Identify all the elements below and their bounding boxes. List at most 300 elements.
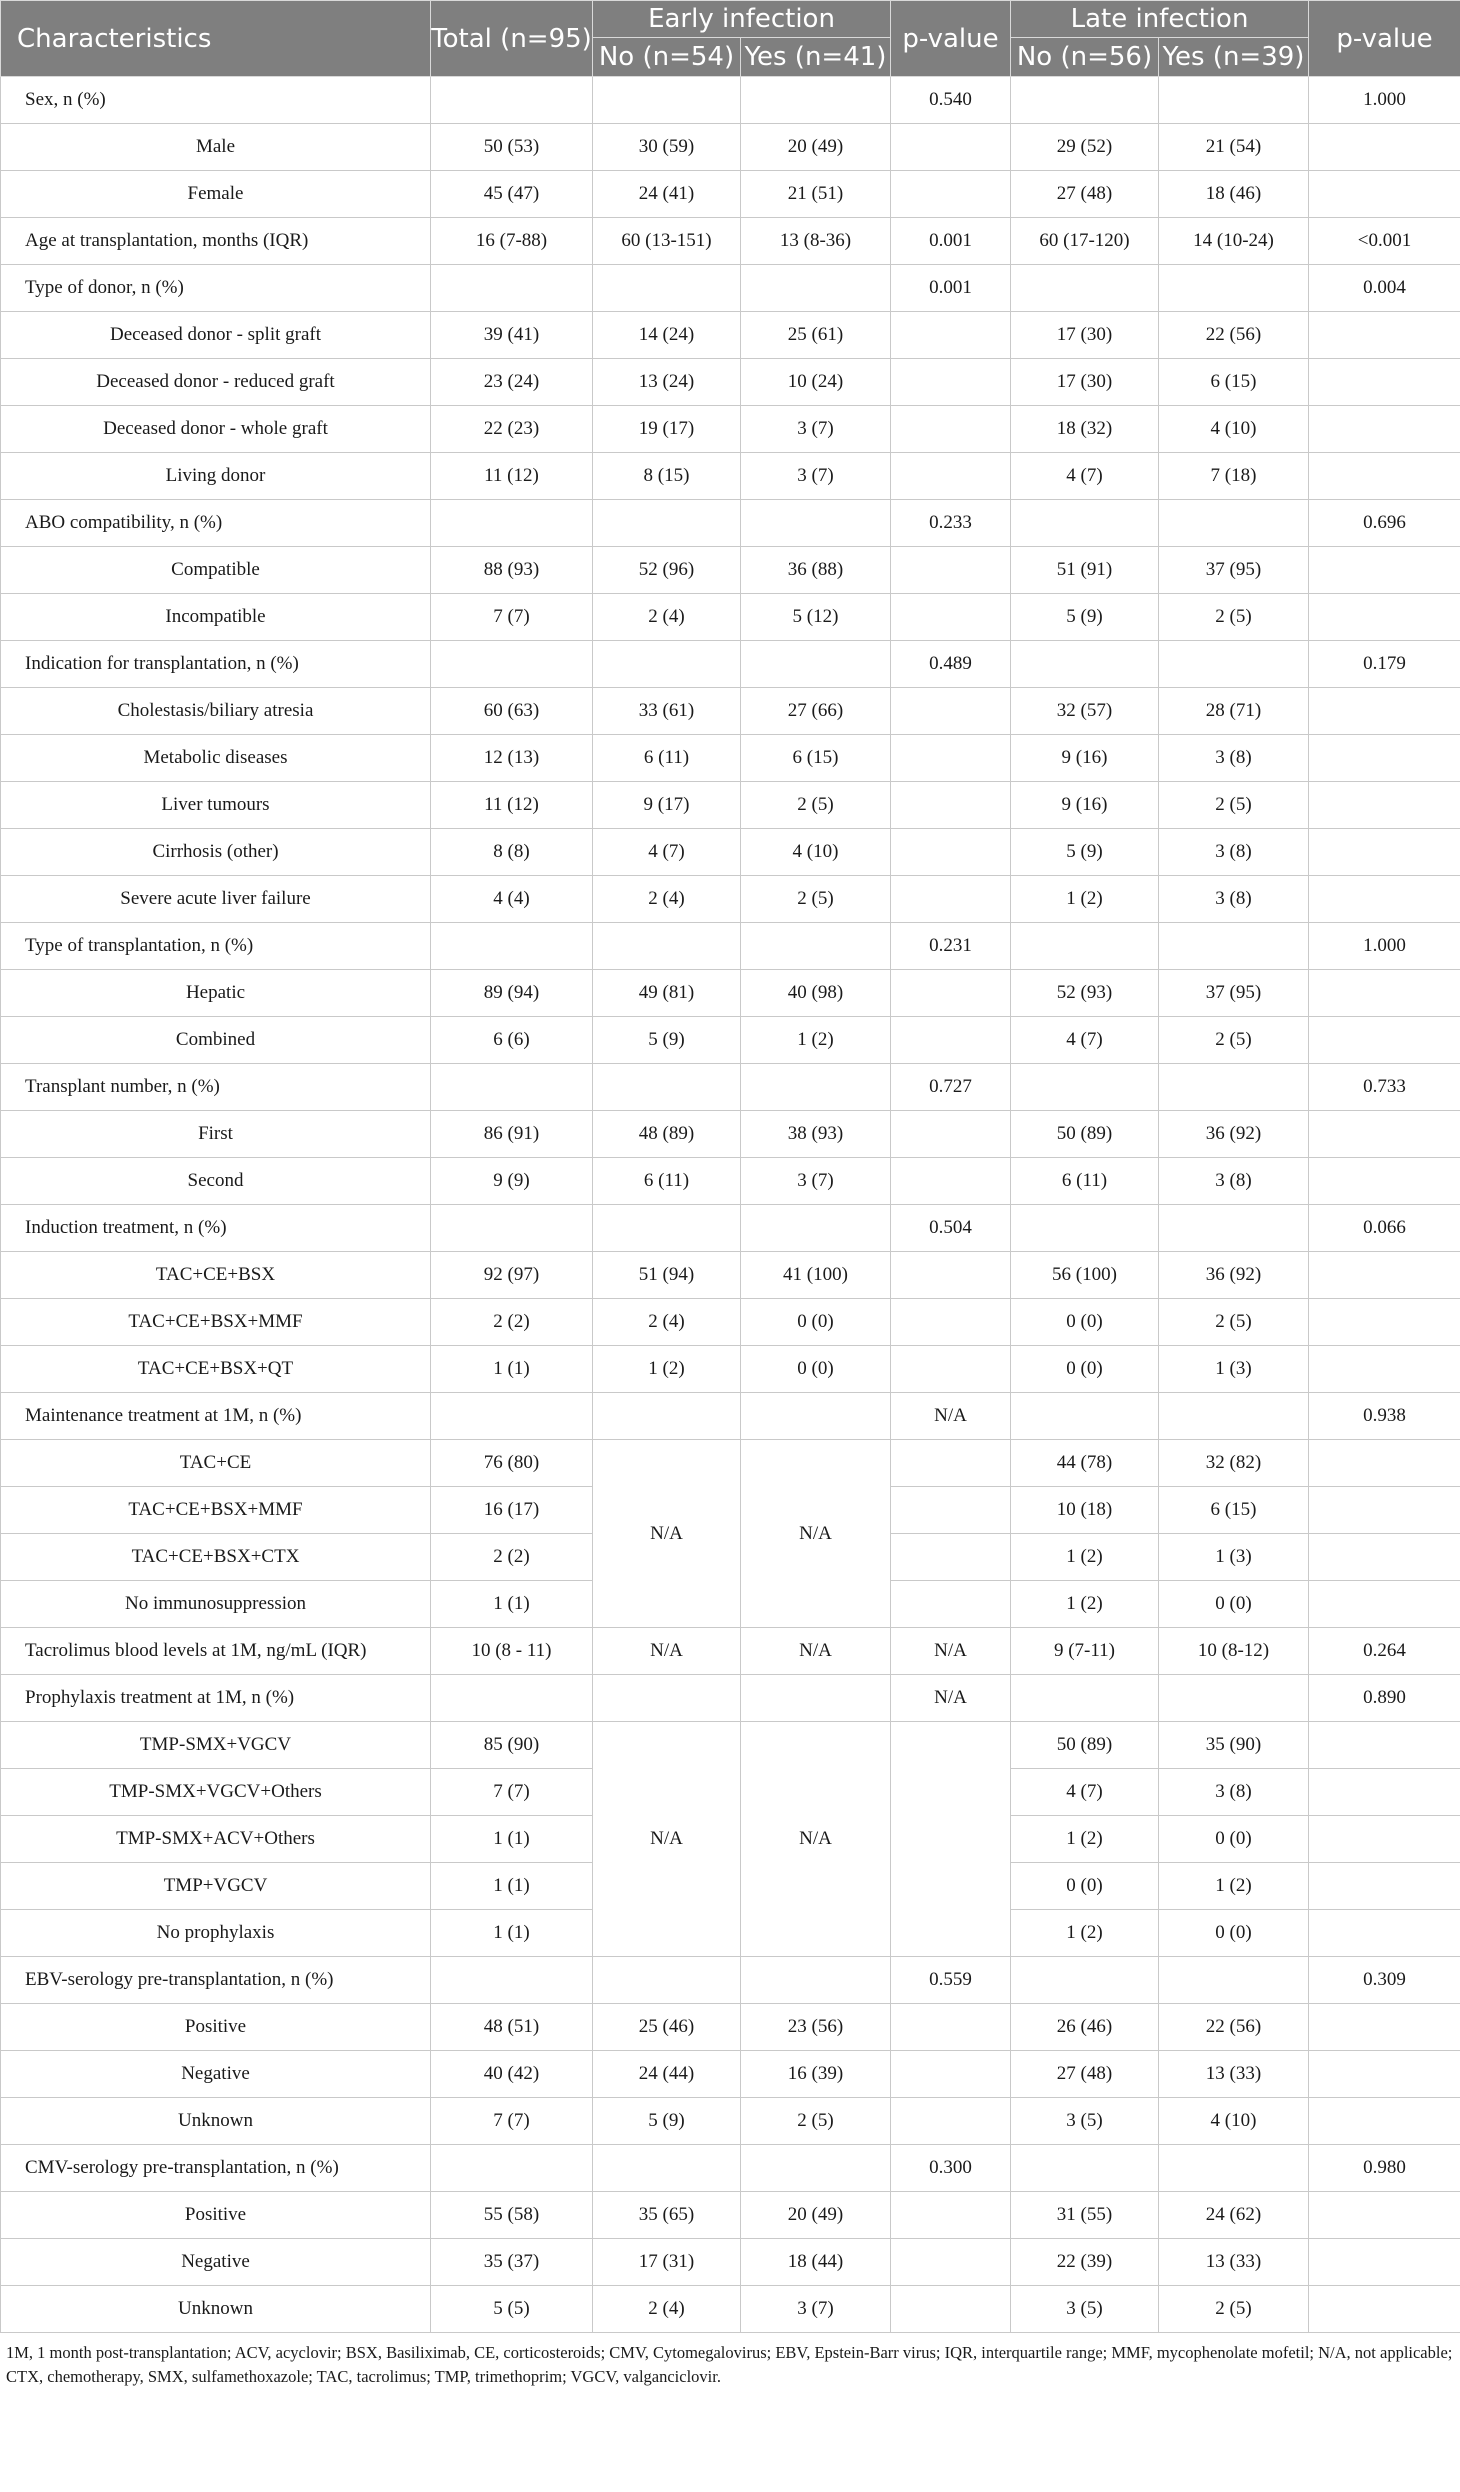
- late-no-cell: 56 (100): [1011, 1252, 1159, 1299]
- total-cell: 5 (5): [431, 2286, 593, 2333]
- table-row: [1, 2051, 1460, 2098]
- pvalue-early-cell: [891, 1722, 1011, 1957]
- late-no-cell: 9 (16): [1011, 735, 1159, 782]
- total-cell: 1 (1): [431, 1910, 593, 1957]
- pvalue-early-cell: [891, 2098, 1011, 2145]
- subcategory-label: Combined: [1, 1017, 431, 1064]
- pvalue-early-cell: [891, 1252, 1011, 1299]
- early-yes-cell: 3 (7): [741, 453, 891, 500]
- late-yes-cell: 36 (92): [1159, 1111, 1309, 1158]
- pvalue-late-cell: [1309, 1487, 1460, 1534]
- total-cell: 9 (9): [431, 1158, 593, 1205]
- table-row: [1, 406, 1460, 453]
- pvalue-early-cell: [891, 782, 1011, 829]
- late-no-cell: 4 (7): [1011, 1769, 1159, 1816]
- late-yes-cell: [1159, 1205, 1309, 1252]
- pvalue-early-cell: [891, 124, 1011, 171]
- late-yes-cell: 2 (5): [1159, 594, 1309, 641]
- table-row: [1, 2098, 1460, 2145]
- late-no-cell: 4 (7): [1011, 1017, 1159, 1064]
- pvalue-early-cell: 0.231: [891, 923, 1011, 970]
- subcategory-label: No immunosuppression: [1, 1581, 431, 1628]
- late-yes-cell: 28 (71): [1159, 688, 1309, 735]
- table-row: [1, 1158, 1460, 1205]
- late-yes-cell: [1159, 1957, 1309, 2004]
- late-no-cell: 50 (89): [1011, 1111, 1159, 1158]
- early-no-cell: 4 (7): [593, 829, 741, 876]
- subcategory-label: Metabolic diseases: [1, 735, 431, 782]
- total-cell: 16 (17): [431, 1487, 593, 1534]
- pvalue-late-cell: [1309, 829, 1460, 876]
- pvalue-late-cell: [1309, 782, 1460, 829]
- early-no-cell: 51 (94): [593, 1252, 741, 1299]
- table-row: [1, 1722, 1460, 1769]
- late-yes-cell: [1159, 265, 1309, 312]
- subcategory-label: Hepatic: [1, 970, 431, 1017]
- early-no-cell: 49 (81): [593, 970, 741, 1017]
- subcategory-label: Liver tumours: [1, 782, 431, 829]
- pvalue-early-cell: 0.489: [891, 641, 1011, 688]
- early-yes-cell: 0 (0): [741, 1299, 891, 1346]
- total-cell: 16 (7-88): [431, 218, 593, 265]
- subcategory-label: Living donor: [1, 453, 431, 500]
- early-yes-cell: [741, 2145, 891, 2192]
- pvalue-late-cell: [1309, 970, 1460, 1017]
- table-row: [1, 77, 1460, 124]
- pvalue-late-cell: [1309, 1581, 1460, 1628]
- table-row: [1, 1064, 1460, 1111]
- subcategory-label: TMP+VGCV: [1, 1863, 431, 1910]
- late-no-cell: 22 (39): [1011, 2239, 1159, 2286]
- early-no-cell: 17 (31): [593, 2239, 741, 2286]
- late-no-cell: [1011, 265, 1159, 312]
- subcategory-label: TAC+CE: [1, 1440, 431, 1487]
- header-late-no: No (n=56): [1011, 38, 1159, 77]
- early-no-cell: [593, 923, 741, 970]
- subcategory-label: Negative: [1, 2239, 431, 2286]
- early-no-cell: 5 (9): [593, 2098, 741, 2145]
- subcategory-label: Female: [1, 171, 431, 218]
- late-yes-cell: 22 (56): [1159, 312, 1309, 359]
- subcategory-label: Incompatible: [1, 594, 431, 641]
- characteristic-label: Induction treatment, n (%): [1, 1205, 431, 1252]
- characteristic-label: Maintenance treatment at 1M, n (%): [1, 1393, 431, 1440]
- table-header: [1, 1, 1460, 77]
- subcategory-label: TAC+CE+BSX+CTX: [1, 1534, 431, 1581]
- pvalue-early-cell: [891, 2286, 1011, 2333]
- total-cell: 35 (37): [431, 2239, 593, 2286]
- early-yes-cell: 10 (24): [741, 359, 891, 406]
- pvalue-late-cell: [1309, 1111, 1460, 1158]
- pvalue-early-cell: 0.559: [891, 1957, 1011, 2004]
- pvalue-late-cell: 0.309: [1309, 1957, 1460, 2004]
- early-yes-cell: 38 (93): [741, 1111, 891, 1158]
- subcategory-label: No prophylaxis: [1, 1910, 431, 1957]
- table-row: [1, 312, 1460, 359]
- late-yes-cell: 0 (0): [1159, 1581, 1309, 1628]
- early-no-cell: [593, 1205, 741, 1252]
- early-yes-cell: [741, 1675, 891, 1722]
- late-no-cell: 52 (93): [1011, 970, 1159, 1017]
- late-yes-cell: 18 (46): [1159, 171, 1309, 218]
- late-no-cell: 1 (2): [1011, 1581, 1159, 1628]
- total-cell: 50 (53): [431, 124, 593, 171]
- early-yes-cell: N/A: [741, 1440, 891, 1628]
- early-yes-cell: 2 (5): [741, 876, 891, 923]
- pvalue-early-cell: [891, 876, 1011, 923]
- early-yes-cell: 2 (5): [741, 2098, 891, 2145]
- late-no-cell: 1 (2): [1011, 1816, 1159, 1863]
- late-yes-cell: 37 (95): [1159, 547, 1309, 594]
- pvalue-early-cell: 0.001: [891, 265, 1011, 312]
- table-row: [1, 594, 1460, 641]
- late-no-cell: 1 (2): [1011, 876, 1159, 923]
- subcategory-label: Cholestasis/biliary atresia: [1, 688, 431, 735]
- table-row: [1, 735, 1460, 782]
- table-row: [1, 1346, 1460, 1393]
- early-yes-cell: 5 (12): [741, 594, 891, 641]
- pvalue-early-cell: [891, 171, 1011, 218]
- pvalue-late-cell: [1309, 1863, 1460, 1910]
- characteristic-label: ABO compatibility, n (%): [1, 500, 431, 547]
- early-no-cell: [593, 641, 741, 688]
- early-no-cell: [593, 1675, 741, 1722]
- late-yes-cell: 0 (0): [1159, 1910, 1309, 1957]
- header-early-yes: Yes (n=41): [741, 38, 891, 77]
- pvalue-late-cell: [1309, 547, 1460, 594]
- pvalue-early-cell: [891, 547, 1011, 594]
- late-no-cell: 18 (32): [1011, 406, 1159, 453]
- early-yes-cell: [741, 1064, 891, 1111]
- table-row: [1, 500, 1460, 547]
- pvalue-early-cell: [891, 829, 1011, 876]
- total-cell: 88 (93): [431, 547, 593, 594]
- total-cell: 40 (42): [431, 2051, 593, 2098]
- total-cell: [431, 641, 593, 688]
- subcategory-label: Second: [1, 1158, 431, 1205]
- subcategory-label: Deceased donor - split graft: [1, 312, 431, 359]
- pvalue-late-cell: [1309, 453, 1460, 500]
- total-cell: 1 (1): [431, 1816, 593, 1863]
- total-cell: 22 (23): [431, 406, 593, 453]
- late-yes-cell: 3 (8): [1159, 1769, 1309, 1816]
- early-no-cell: [593, 77, 741, 124]
- early-no-cell: 30 (59): [593, 124, 741, 171]
- early-no-cell: 13 (24): [593, 359, 741, 406]
- characteristic-label: Indication for transplantation, n (%): [1, 641, 431, 688]
- late-no-cell: 17 (30): [1011, 359, 1159, 406]
- pvalue-late-cell: <0.001: [1309, 218, 1460, 265]
- subcategory-label: Negative: [1, 2051, 431, 2098]
- table-row: [1, 453, 1460, 500]
- table-row: [1, 2286, 1460, 2333]
- late-yes-cell: 21 (54): [1159, 124, 1309, 171]
- late-no-cell: [1011, 923, 1159, 970]
- header-characteristics: Characteristics: [1, 1, 431, 77]
- late-yes-cell: 4 (10): [1159, 406, 1309, 453]
- table-row: [1, 1957, 1460, 2004]
- subcategory-label: Unknown: [1, 2098, 431, 2145]
- pvalue-late-cell: 0.696: [1309, 500, 1460, 547]
- early-yes-cell: [741, 77, 891, 124]
- early-no-cell: 6 (11): [593, 735, 741, 782]
- total-cell: 8 (8): [431, 829, 593, 876]
- early-no-cell: 9 (17): [593, 782, 741, 829]
- total-cell: 85 (90): [431, 1722, 593, 1769]
- pvalue-early-cell: [891, 1299, 1011, 1346]
- early-yes-cell: 4 (10): [741, 829, 891, 876]
- subcategory-label: TMP-SMX+ACV+Others: [1, 1816, 431, 1863]
- late-no-cell: 0 (0): [1011, 1299, 1159, 1346]
- table-row: [1, 829, 1460, 876]
- pvalue-late-cell: [1309, 124, 1460, 171]
- characteristic-label: Type of transplantation, n (%): [1, 923, 431, 970]
- subcategory-label: TAC+CE+BSX+MMF: [1, 1487, 431, 1534]
- table-row: [1, 1675, 1460, 1722]
- table-row: [1, 547, 1460, 594]
- early-yes-cell: 27 (66): [741, 688, 891, 735]
- pvalue-early-cell: [891, 1346, 1011, 1393]
- total-cell: 7 (7): [431, 594, 593, 641]
- total-cell: [431, 265, 593, 312]
- table-row: [1, 641, 1460, 688]
- characteristic-label: Type of donor, n (%): [1, 265, 431, 312]
- pvalue-early-cell: N/A: [891, 1628, 1011, 1675]
- characteristic-label: EBV-serology pre-transplantation, n (%): [1, 1957, 431, 2004]
- late-no-cell: 6 (11): [1011, 1158, 1159, 1205]
- pvalue-early-cell: [891, 406, 1011, 453]
- total-cell: 86 (91): [431, 1111, 593, 1158]
- pvalue-late-cell: [1309, 594, 1460, 641]
- table-row: [1, 218, 1460, 265]
- late-yes-cell: [1159, 1064, 1309, 1111]
- subcategory-label: TAC+CE+BSX+QT: [1, 1346, 431, 1393]
- late-no-cell: 29 (52): [1011, 124, 1159, 171]
- total-cell: [431, 923, 593, 970]
- pvalue-early-cell: [891, 735, 1011, 782]
- pvalue-late-cell: [1309, 312, 1460, 359]
- subcategory-label: First: [1, 1111, 431, 1158]
- table-row: [1, 124, 1460, 171]
- pvalue-late-cell: [1309, 1722, 1460, 1769]
- pvalue-late-cell: [1309, 1158, 1460, 1205]
- early-no-cell: 24 (44): [593, 2051, 741, 2098]
- subcategory-label: Deceased donor - whole graft: [1, 406, 431, 453]
- pvalue-late-cell: [1309, 1346, 1460, 1393]
- table-body: [1, 77, 1460, 2333]
- pvalue-early-cell: N/A: [891, 1675, 1011, 1722]
- total-cell: 12 (13): [431, 735, 593, 782]
- early-no-cell: N/A: [593, 1628, 741, 1675]
- subcategory-label: TMP-SMX+VGCV: [1, 1722, 431, 1769]
- total-cell: [431, 1675, 593, 1722]
- pvalue-early-cell: [891, 688, 1011, 735]
- late-no-cell: [1011, 1205, 1159, 1252]
- table-row: [1, 970, 1460, 1017]
- pvalue-early-cell: [891, 1440, 1011, 1487]
- table-row: [1, 265, 1460, 312]
- early-yes-cell: 3 (7): [741, 1158, 891, 1205]
- early-no-cell: [593, 2145, 741, 2192]
- total-cell: [431, 77, 593, 124]
- early-no-cell: N/A: [593, 1440, 741, 1628]
- characteristic-label: CMV-serology pre-transplantation, n (%): [1, 2145, 431, 2192]
- subcategory-label: TMP-SMX+VGCV+Others: [1, 1769, 431, 1816]
- late-no-cell: 26 (46): [1011, 2004, 1159, 2051]
- late-yes-cell: 35 (90): [1159, 1722, 1309, 1769]
- late-no-cell: 50 (89): [1011, 1722, 1159, 1769]
- pvalue-early-cell: [891, 2239, 1011, 2286]
- pvalue-early-cell: [891, 1534, 1011, 1581]
- early-yes-cell: [741, 1393, 891, 1440]
- table-row: [1, 359, 1460, 406]
- late-yes-cell: 2 (5): [1159, 782, 1309, 829]
- total-cell: 10 (8 - 11): [431, 1628, 593, 1675]
- early-no-cell: 2 (4): [593, 1299, 741, 1346]
- pvalue-early-cell: [891, 1017, 1011, 1064]
- early-no-cell: [593, 265, 741, 312]
- late-no-cell: 60 (17-120): [1011, 218, 1159, 265]
- early-no-cell: [593, 1957, 741, 2004]
- table-row: [1, 1299, 1460, 1346]
- total-cell: 6 (6): [431, 1017, 593, 1064]
- late-yes-cell: 3 (8): [1159, 735, 1309, 782]
- total-cell: 2 (2): [431, 1299, 593, 1346]
- pvalue-early-cell: N/A: [891, 1393, 1011, 1440]
- late-yes-cell: 1 (3): [1159, 1534, 1309, 1581]
- pvalue-late-cell: [1309, 1299, 1460, 1346]
- early-no-cell: 25 (46): [593, 2004, 741, 2051]
- pvalue-late-cell: [1309, 2051, 1460, 2098]
- early-no-cell: 2 (4): [593, 2286, 741, 2333]
- total-cell: 89 (94): [431, 970, 593, 1017]
- pvalue-late-cell: 0.179: [1309, 641, 1460, 688]
- total-cell: 4 (4): [431, 876, 593, 923]
- late-no-cell: 9 (16): [1011, 782, 1159, 829]
- header-pvalue-late: p-value: [1309, 1, 1460, 77]
- late-no-cell: 1 (2): [1011, 1534, 1159, 1581]
- late-no-cell: [1011, 77, 1159, 124]
- pvalue-late-cell: [1309, 1252, 1460, 1299]
- table-row: [1, 2004, 1460, 2051]
- late-yes-cell: 0 (0): [1159, 1816, 1309, 1863]
- late-yes-cell: 1 (2): [1159, 1863, 1309, 1910]
- header-early-infection: Early infection: [593, 1, 891, 38]
- late-yes-cell: [1159, 1675, 1309, 1722]
- early-yes-cell: [741, 265, 891, 312]
- total-cell: [431, 2145, 593, 2192]
- characteristic-label: Transplant number, n (%): [1, 1064, 431, 1111]
- header-early-no: No (n=54): [593, 38, 741, 77]
- early-yes-cell: [741, 1957, 891, 2004]
- late-yes-cell: [1159, 923, 1309, 970]
- early-yes-cell: [741, 923, 891, 970]
- pvalue-early-cell: 0.504: [891, 1205, 1011, 1252]
- total-cell: 60 (63): [431, 688, 593, 735]
- late-no-cell: [1011, 641, 1159, 688]
- total-cell: 2 (2): [431, 1534, 593, 1581]
- late-yes-cell: 22 (56): [1159, 2004, 1309, 2051]
- pvalue-late-cell: 1.000: [1309, 923, 1460, 970]
- early-yes-cell: 3 (7): [741, 406, 891, 453]
- pvalue-late-cell: [1309, 171, 1460, 218]
- late-yes-cell: 13 (33): [1159, 2239, 1309, 2286]
- late-yes-cell: 3 (8): [1159, 829, 1309, 876]
- subcategory-label: Positive: [1, 2004, 431, 2051]
- pvalue-late-cell: 0.980: [1309, 2145, 1460, 2192]
- early-no-cell: 52 (96): [593, 547, 741, 594]
- characteristic-label: Prophylaxis treatment at 1M, n (%): [1, 1675, 431, 1722]
- late-yes-cell: 37 (95): [1159, 970, 1309, 1017]
- late-no-cell: 0 (0): [1011, 1346, 1159, 1393]
- late-no-cell: 9 (7-11): [1011, 1628, 1159, 1675]
- subcategory-label: Compatible: [1, 547, 431, 594]
- early-yes-cell: N/A: [741, 1628, 891, 1675]
- pvalue-early-cell: [891, 1158, 1011, 1205]
- early-yes-cell: 18 (44): [741, 2239, 891, 2286]
- early-no-cell: 1 (2): [593, 1346, 741, 1393]
- table-row: [1, 782, 1460, 829]
- table-row: [1, 1628, 1460, 1675]
- early-no-cell: 2 (4): [593, 876, 741, 923]
- early-yes-cell: 0 (0): [741, 1346, 891, 1393]
- pvalue-late-cell: [1309, 1910, 1460, 1957]
- late-no-cell: 0 (0): [1011, 1863, 1159, 1910]
- early-yes-cell: N/A: [741, 1722, 891, 1957]
- late-yes-cell: 3 (8): [1159, 876, 1309, 923]
- late-no-cell: [1011, 500, 1159, 547]
- total-cell: 45 (47): [431, 171, 593, 218]
- pvalue-late-cell: [1309, 2192, 1460, 2239]
- total-cell: 39 (41): [431, 312, 593, 359]
- pvalue-late-cell: [1309, 359, 1460, 406]
- late-no-cell: 10 (18): [1011, 1487, 1159, 1534]
- late-yes-cell: [1159, 641, 1309, 688]
- pvalue-early-cell: [891, 453, 1011, 500]
- pvalue-early-cell: 0.001: [891, 218, 1011, 265]
- late-yes-cell: 2 (5): [1159, 1017, 1309, 1064]
- early-yes-cell: 6 (15): [741, 735, 891, 782]
- total-cell: [431, 1205, 593, 1252]
- late-yes-cell: 2 (5): [1159, 2286, 1309, 2333]
- table-row: [1, 2239, 1460, 2286]
- pvalue-late-cell: 0.938: [1309, 1393, 1460, 1440]
- early-yes-cell: 2 (5): [741, 782, 891, 829]
- total-cell: [431, 1957, 593, 2004]
- total-cell: 55 (58): [431, 2192, 593, 2239]
- early-yes-cell: 13 (8-36): [741, 218, 891, 265]
- subcategory-label: Positive: [1, 2192, 431, 2239]
- early-yes-cell: 23 (56): [741, 2004, 891, 2051]
- late-no-cell: 51 (91): [1011, 547, 1159, 594]
- pvalue-late-cell: [1309, 2286, 1460, 2333]
- header-late-infection: Late infection: [1011, 1, 1309, 38]
- early-no-cell: [593, 1064, 741, 1111]
- late-no-cell: [1011, 1957, 1159, 2004]
- subcategory-label: Unknown: [1, 2286, 431, 2333]
- late-yes-cell: [1159, 500, 1309, 547]
- early-no-cell: 48 (89): [593, 1111, 741, 1158]
- early-yes-cell: 3 (7): [741, 2286, 891, 2333]
- pvalue-late-cell: [1309, 735, 1460, 782]
- early-yes-cell: [741, 1205, 891, 1252]
- early-no-cell: 8 (15): [593, 453, 741, 500]
- table-row: [1, 171, 1460, 218]
- total-cell: [431, 1393, 593, 1440]
- late-yes-cell: [1159, 1393, 1309, 1440]
- late-yes-cell: 7 (18): [1159, 453, 1309, 500]
- subcategory-label: Male: [1, 124, 431, 171]
